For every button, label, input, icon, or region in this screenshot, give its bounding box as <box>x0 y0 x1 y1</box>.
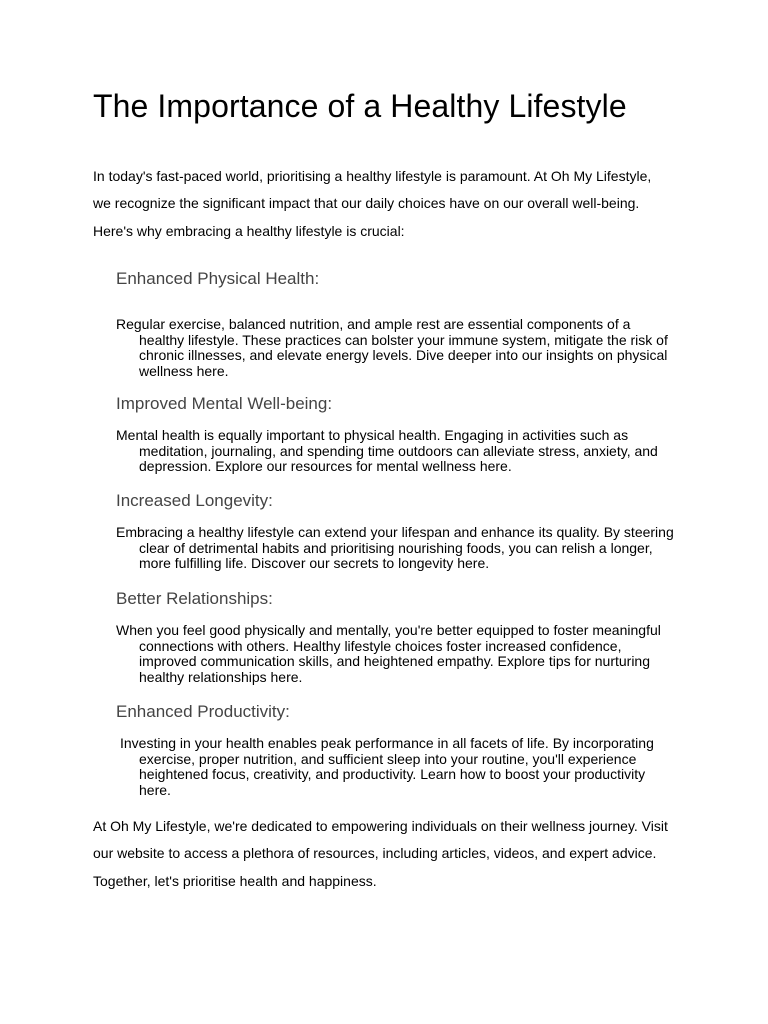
intro-paragraph: In today's fast-paced world, prioritising a healthy lifestyle is paramount. At Oh My Lifestyle, we recognize the significant impact that our daily choices have on our overall well-being. Here's why embracing a healthy lifestyle is crucial: <box>93 168 652 239</box>
section-mental-wellbeing <box>116 394 676 475</box>
section-longevity <box>116 491 676 572</box>
section-heading: Better Relationships: <box>116 589 273 608</box>
section-body: When you feel good physically and mentally, you're better equipped to foster meaningful connections with others. Healthy lifestyle choices foster increased confidence, improved communication skills, and heightened empathy. Explore tips for nurturing healthy relationships here. <box>116 622 661 685</box>
section-body: Investing in your health enables peak performance in all facets of life. By incorporating exercise, proper nutrition, and sufficient sleep into your routine, you'll experience heightened focus, creativity, and productivity. Learn how to boost your productivity here. <box>120 735 654 798</box>
section-heading: Increased Longevity: <box>116 491 273 510</box>
section-heading: Improved Mental Well-being: <box>116 394 333 413</box>
section-body: Regular exercise, balanced nutrition, and ample rest are essential components of a healthy lifestyle. These practices can bolster your immune system, mitigate the risk of chronic illnesses, and elevate energy levels. Dive deeper into our insights on physical wellness here. <box>116 316 668 379</box>
section-relationships <box>116 589 676 685</box>
section-productivity <box>116 702 676 798</box>
closing-paragraph: At Oh My Lifestyle, we're dedicated to empowering individuals on their wellness journey. Visit our website to access a plethora of resources, including articles, videos, and expert advice. Together, let's prioritise health and happiness. <box>93 818 668 889</box>
section-heading: Enhanced Productivity: <box>116 702 290 721</box>
section-body: Mental health is equally important to physical health. Engaging in activities such as meditation, journaling, and spending time outdoors can alleviate stress, anxiety, and depression. Explore our resources for mental wellness here. <box>116 427 658 475</box>
section-heading: Enhanced Physical Health: <box>116 269 320 288</box>
section-body: Embracing a healthy lifestyle can extend your lifespan and enhance its quality. By steering clear of detrimental habits and prioritising nourishing foods, you can relish a longer, more fulfilling life. Discover our secrets to longevity here. <box>116 524 674 572</box>
section-physical-health <box>116 269 676 379</box>
document-title: The Importance of a Healthy Lifestyle <box>93 88 627 124</box>
